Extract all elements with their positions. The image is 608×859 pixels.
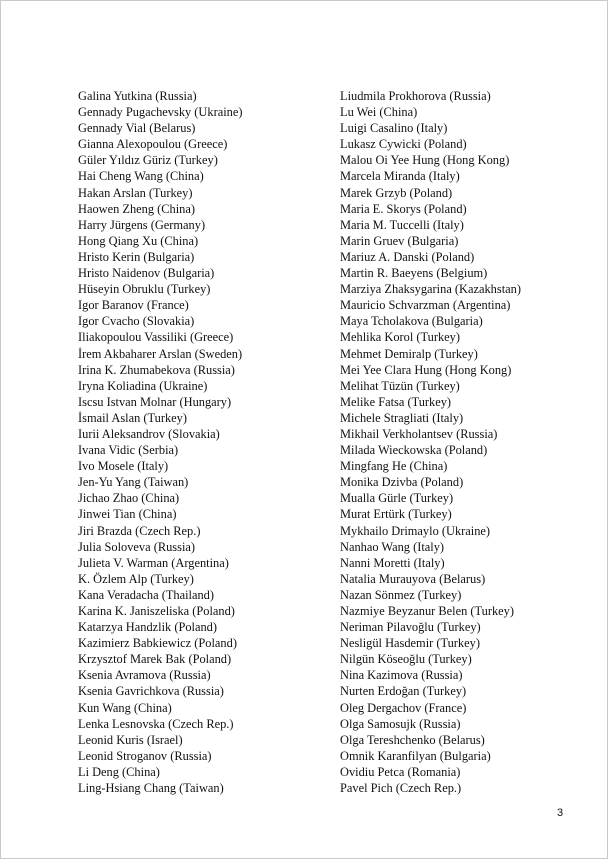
name-entry: Mehlika Korol (Turkey) <box>340 330 460 345</box>
name-entry: Jinwei Tian (China) <box>78 507 177 522</box>
name-entry: Maria E. Skorys (Poland) <box>340 201 467 216</box>
name-entry: Marcela Miranda (Italy) <box>340 169 460 184</box>
name-entry: Hristo Kerin (Bulgaria) <box>78 249 195 264</box>
page-number: 3 <box>557 807 564 819</box>
name-entry: K. Özlem Alp (Turkey) <box>78 571 194 586</box>
name-entry: Jen-Yu Yang (Taiwan) <box>78 475 189 490</box>
name-entry: Olga Samosujk (Russia) <box>340 716 461 731</box>
name-entry: Nesligül Hasdemir (Turkey) <box>340 636 480 651</box>
name-entry: Mehmet Demiralp (Turkey) <box>340 346 478 361</box>
name-entry: İrem Akbaharer Arslan (Sweden) <box>78 346 243 361</box>
name-entry: Marin Gruev (Bulgaria) <box>340 233 459 248</box>
name-entry: Igor Cvacho (Slovakia) <box>78 314 195 329</box>
name-entry: Mualla Gürle (Turkey) <box>340 491 454 506</box>
name-entry: Ksenia Gavrichkova (Russia) <box>78 684 224 699</box>
name-entry: Iscsu Istvan Molnar (Hungary) <box>78 394 232 409</box>
name-entry: Nanhao Wang (Italy) <box>340 539 445 554</box>
name-entry: Iliakopoulou Vassiliki (Greece) <box>78 330 234 345</box>
name-entry: Nurten Erdoğan (Turkey) <box>340 684 467 699</box>
name-entry: Mingfang He (China) <box>340 459 448 474</box>
name-entry: Jichao Zhao (China) <box>78 491 180 506</box>
name-entry: Güler Yıldız Güriz (Turkey) <box>78 153 218 168</box>
name-entry: Olga Tereshchenko (Belarus) <box>340 732 485 747</box>
name-entry: Ling-Hsiang Chang (Taiwan) <box>78 781 224 796</box>
name-entry: Liudmila Prokhorova (Russia) <box>340 89 491 103</box>
name-entry: Hristo Naidenov (Bulgaria) <box>78 266 215 281</box>
name-entry: Maria M. Tuccelli (Italy) <box>340 217 464 232</box>
name-entry: Natalia Murauyova (Belarus) <box>340 571 486 586</box>
name-entry: Hong Qiang Xu (China) <box>78 233 199 248</box>
name-entry: Ovidiu Petca (Romania) <box>340 764 461 779</box>
name-entry: Kazimierz Babkiewicz (Poland) <box>78 636 237 651</box>
name-entry: Iryna Koliadina (Ukraine) <box>78 378 208 393</box>
name-entry: Marek Grzyb (Poland) <box>340 185 453 200</box>
name-entry: Lu Wei (China) <box>340 105 418 120</box>
name-entry: Kun Wang (China) <box>78 700 172 715</box>
name-list-right-column <box>340 88 521 796</box>
name-entry: Hakan Arslan (Turkey) <box>78 185 193 200</box>
name-entry: Mei Yee Clara Hung (Hong Kong) <box>340 362 512 377</box>
name-entry: Malou Oi Yee Hung (Hong Kong) <box>340 153 510 168</box>
name-entry: Nanni Moretti (Italy) <box>340 555 445 570</box>
name-entry: Melihat Tüzün (Turkey) <box>340 378 460 393</box>
name-entry: Pavel Pich (Czech Rep.) <box>340 781 462 796</box>
name-entry: Harry Jürgens (Germany) <box>78 217 206 232</box>
name-entry: Nazmiye Beyzanur Belen (Turkey) <box>340 604 514 618</box>
name-entry: Nina Kazimova (Russia) <box>340 668 463 683</box>
name-entry: Mariuz A. Danski (Poland) <box>340 249 475 264</box>
name-entry: Omnik Karanfilyan (Bulgaria) <box>340 748 491 763</box>
name-entry: Lukasz Cywicki (Poland) <box>340 137 467 152</box>
name-entry: Hüseyin Obruklu (Turkey) <box>78 282 211 297</box>
name-entry: Melike Fatsa (Turkey) <box>340 394 452 409</box>
name-entry: Nazan Sönmez (Turkey) <box>340 587 462 602</box>
name-entry: Julieta V. Warman (Argentina) <box>78 555 229 570</box>
name-entry: Mikhail Verkholantsev (Russia) <box>340 426 498 441</box>
name-entry: Irina K. Zhumabekova (Russia) <box>78 362 235 377</box>
name-entry: Julia Soloveva (Russia) <box>78 539 196 554</box>
name-entry: Neriman Pilavoğlu (Turkey) <box>340 620 481 635</box>
name-entry: Jiri Brazda (Czech Rep.) <box>78 523 201 538</box>
name-entry: Leonid Stroganov (Russia) <box>78 748 212 763</box>
name-entry: Michele Stragliati (Italy) <box>340 410 464 425</box>
name-entry: Marziya Zhaksygarina (Kazakhstan) <box>340 282 521 297</box>
name-entry: Galina Yutkina (Russia) <box>78 89 197 103</box>
name-entry: Hai Cheng Wang (China) <box>78 169 204 184</box>
name-entry: Mykhailo Drimaylo (Ukraine) <box>340 523 491 538</box>
name-entry: Milada Wieckowska (Poland) <box>340 443 488 458</box>
name-entry: Gianna Alexopoulou (Greece) <box>78 137 228 152</box>
name-entry: Ivo Mosele (Italy) <box>78 459 169 474</box>
name-entry: Luigi Casalino (Italy) <box>340 121 448 136</box>
name-entry: Haowen Zheng (China) <box>78 201 195 216</box>
name-entry: Karina K. Janiszeliska (Poland) <box>78 604 235 618</box>
name-entry: Katarzya Handzlik (Poland) <box>78 620 217 635</box>
name-entry: Leonid Kuris (Israel) <box>78 732 183 747</box>
name-list-left-column <box>78 88 242 796</box>
name-entry: Murat Ertürk (Turkey) <box>340 507 452 522</box>
name-entry: Monika Dzivba (Poland) <box>340 475 464 490</box>
name-entry: Gennady Pugachevsky (Ukraine) <box>78 105 243 120</box>
name-entry: Ivana Vidic (Serbia) <box>78 443 179 458</box>
name-entry: Lenka Lesnovska (Czech Rep.) <box>78 716 234 731</box>
name-entry: İsmail Aslan (Turkey) <box>78 410 187 425</box>
name-entry: Ksenia Avramova (Russia) <box>78 668 211 683</box>
name-entry: Kana Veradacha (Thailand) <box>78 587 214 602</box>
name-entry: Krzysztof Marek Bak (Poland) <box>78 652 232 667</box>
name-entry: Li Deng (China) <box>78 764 160 779</box>
name-entry: Nilgün Köseoğlu (Turkey) <box>340 652 472 667</box>
name-entry: Igor Baranov (France) <box>78 298 189 313</box>
name-entry: Maya Tcholakova (Bulgaria) <box>340 314 483 329</box>
name-entry: Oleg Dergachov (France) <box>340 700 467 715</box>
name-entry: Gennady Vial (Belarus) <box>78 121 196 136</box>
name-entry: Martin R. Baeyens (Belgium) <box>340 266 488 281</box>
name-entry: Mauricio Schvarzman (Argentina) <box>340 298 511 313</box>
name-entry: Iurii Aleksandrov (Slovakia) <box>78 426 220 441</box>
